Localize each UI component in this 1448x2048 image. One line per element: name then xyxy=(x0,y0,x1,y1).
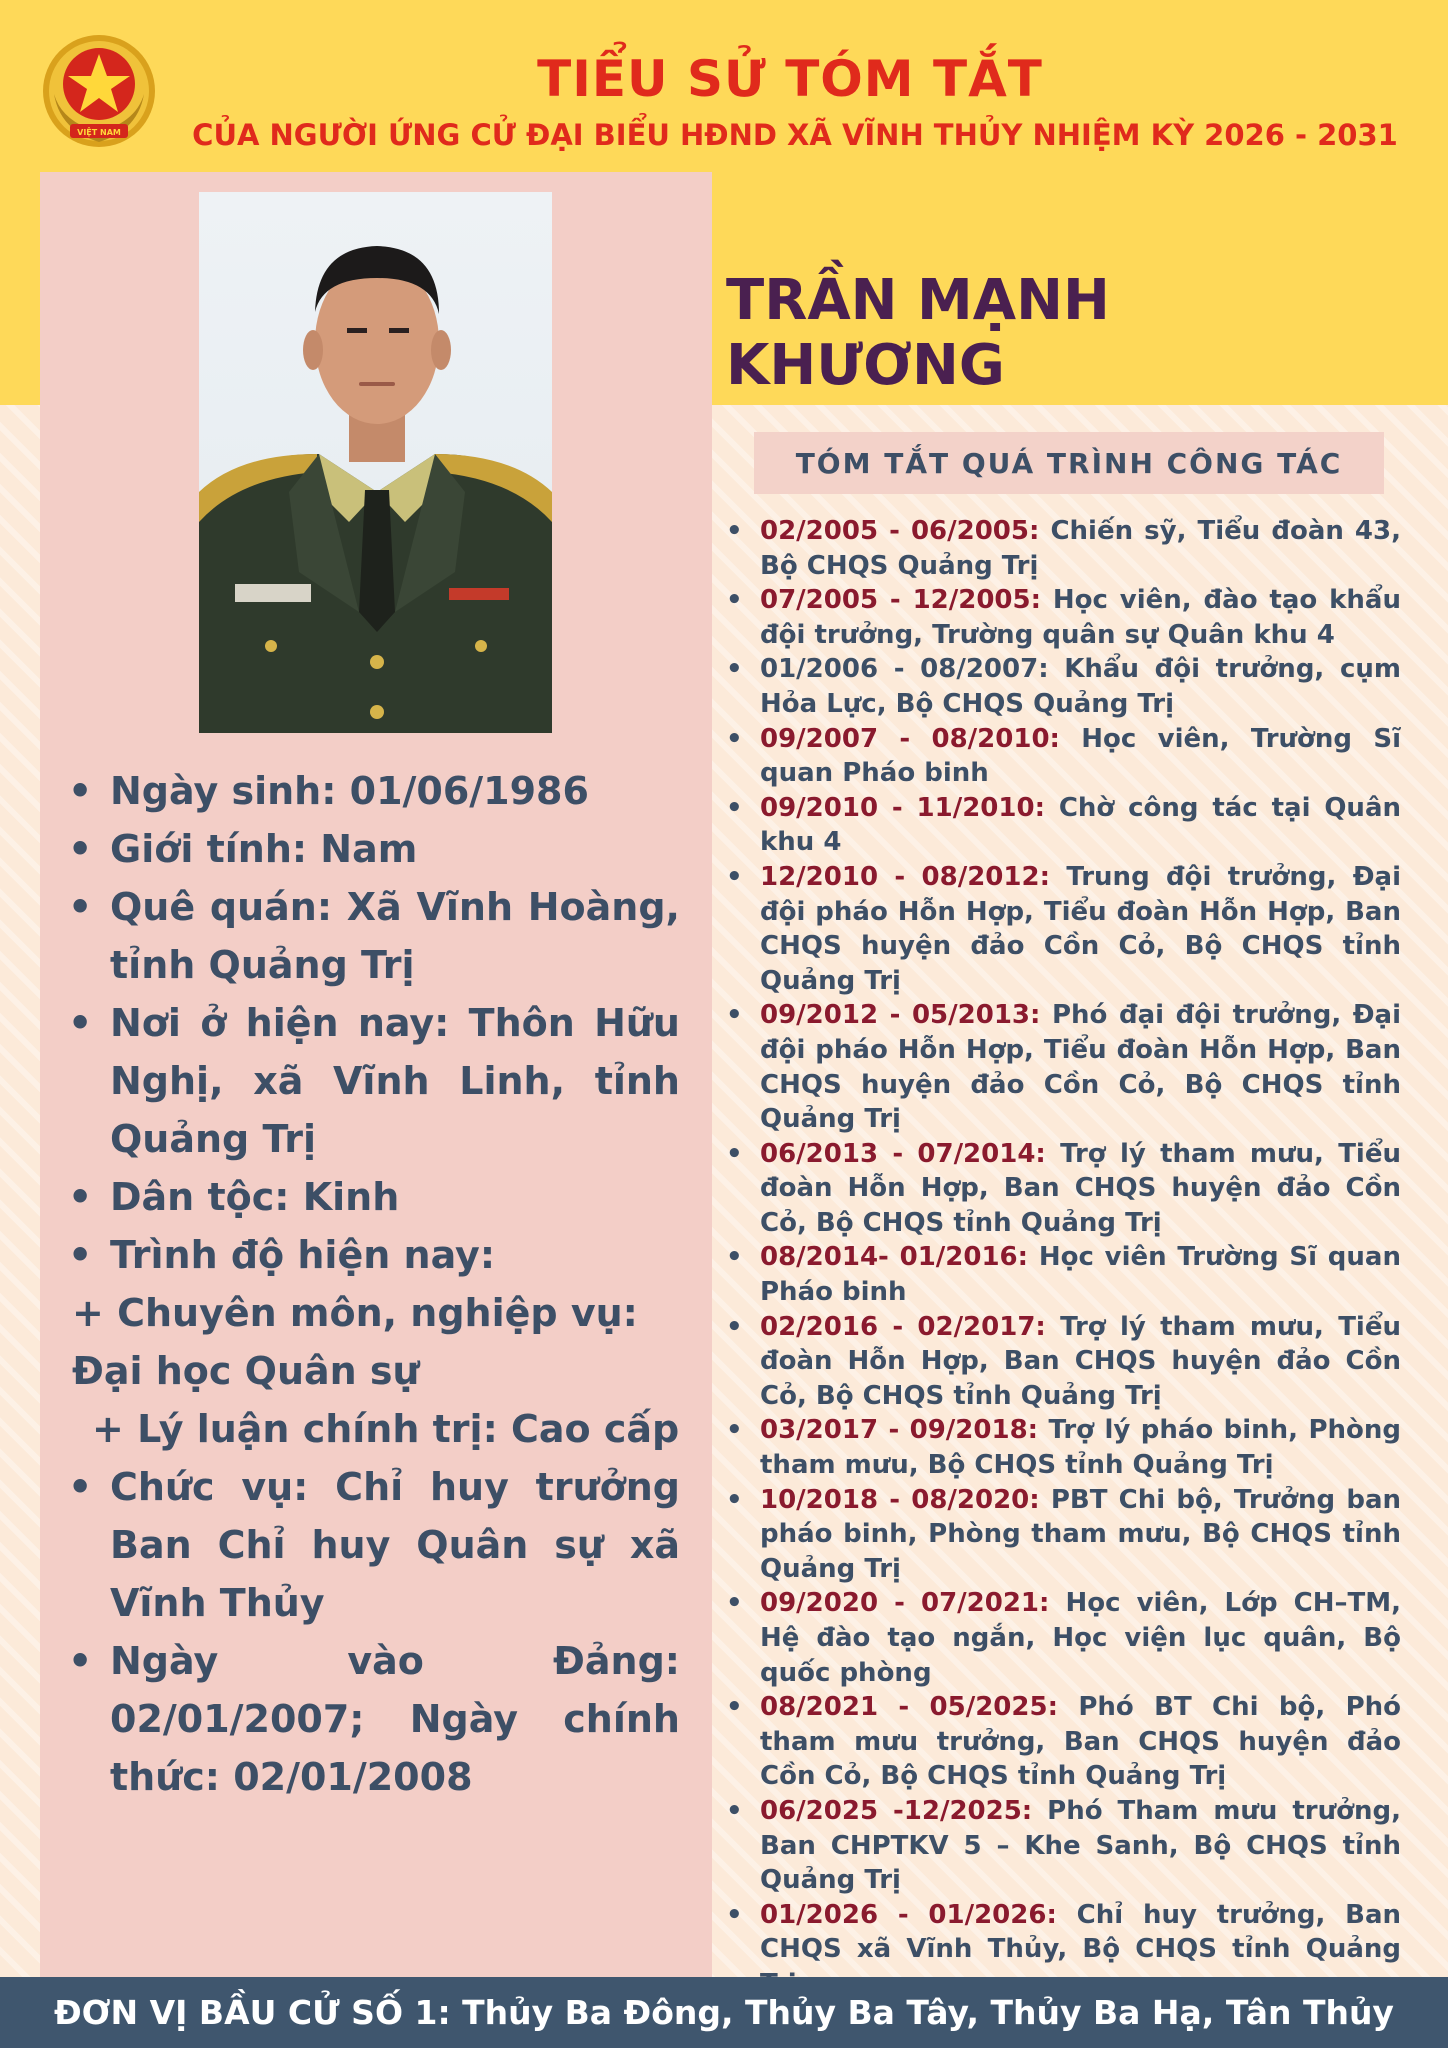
timeline-description: Học viên, đào tạo khẩu đội trưởng, Trường quân sự Quân khu 4 xyxy=(760,585,1401,650)
timeline-description: Chỉ huy trưởng, Ban CHQS xã Vĩnh Thủy, Bộ CHQS tỉnh Quảng xyxy=(760,1899,1401,1965)
party-membership: • Ngày vào Đảng: 02/01/2007; Ngày chính thức: 02/01/2008 xyxy=(40,1632,680,1806)
timeline-period: 09/2007 - 08/2010: xyxy=(760,723,1060,754)
timeline-entry xyxy=(726,1690,1401,1794)
timeline-description: 01/2006 - 08/2007: Khẩu đội trưởng, cụm Hỏa Lực, Bộ CHQS Quảng Trị xyxy=(760,654,1401,719)
work-history-heading: TÓM TẮT QUÁ TRÌNH CÔNG TÁC xyxy=(754,432,1384,494)
hometown: • Quê quán: Xã Vĩnh Hoàng, tỉnh Quảng Trị xyxy=(40,878,680,994)
political-theory: + Lý luận chính trị: Cao cấp xyxy=(92,1407,680,1451)
timeline-period: 08/2021 - 05/2025: xyxy=(760,1692,1058,1723)
timeline-entry xyxy=(726,1137,1401,1241)
page-title: TIỂU SỬ TÓM TẮT xyxy=(537,50,1043,108)
timeline-description: Chờ công tác tại Quân khu 4 xyxy=(760,792,1402,858)
timeline-entry xyxy=(726,1483,1401,1587)
timeline-entry xyxy=(726,652,1401,721)
timeline-period: 09/2012 - 05/2013: xyxy=(760,1000,1041,1031)
timeline-description: Phó đại đội trưởng, Đại đội pháo Hỗn Hợp, Tiểu đoàn Hỗn Hợp, Ban CHQS huyện đảo Cồn Cỏ, Bộ CHQS tỉnh Quảng Trị xyxy=(760,1000,1401,1135)
timeline-period: 09/2020 - 07/2021: xyxy=(760,1588,1050,1619)
timeline-period: 06/2013 - 07/2014: xyxy=(760,1138,1046,1169)
timeline-description: Chiến sỹ, Tiểu đoàn 43, Bộ CHQS Quảng Trị xyxy=(760,516,1401,581)
timeline-description: Trợ lý pháo binh, Phòng tham mưu, Bộ CHQS tỉnh Quảng Trị xyxy=(760,1415,1401,1481)
timeline-entry xyxy=(726,791,1401,860)
timeline-description: Học viên, Lớp CH–TM, Hệ đào tạo ngắn, Học viện lục quân, Bộ quốc phòng xyxy=(760,1588,1401,1688)
timeline-entry xyxy=(726,514,1401,583)
timeline-entry xyxy=(726,998,1401,1136)
education-label: • Trình độ hiện nay: xyxy=(40,1226,680,1284)
timeline-period: 12/2010 - 08/2012: xyxy=(760,861,1050,892)
work-history-list xyxy=(726,514,1401,2002)
personal-info-list xyxy=(40,762,680,1806)
timeline-entry xyxy=(726,1794,1401,1898)
timeline-entry xyxy=(726,1586,1401,1690)
timeline-entry xyxy=(726,722,1401,791)
timeline-period: 10/2018 - 08/2020: xyxy=(760,1484,1040,1515)
timeline-period: 06/2025 -12/2025: xyxy=(760,1795,1033,1826)
timeline-entry xyxy=(726,1240,1401,1309)
timeline-period: 09/2010 - 11/2010: xyxy=(760,792,1045,823)
national-emblem-icon xyxy=(40,32,158,150)
electoral-unit-footer: ĐƠN VỊ BẦU CỬ SỐ 1: Thủy Ba Đông, Thủy Ba Tây, Thủy Ba Hạ, Tân Thủy xyxy=(0,1977,1448,2048)
timeline-description: Học viên Trường Sĩ quan Pháo binh xyxy=(760,1242,1401,1308)
timeline-description: Phó BT Chi bộ, Phó tham mưu trưởng, Ban CHQS huyện đảo Cồn Cỏ, Bộ CHQS tỉnh Quảng Trị xyxy=(760,1692,1402,1792)
timeline-period: 02/2005 - 06/2005: xyxy=(760,516,1040,546)
timeline-period: 02/2016 - 02/2017: xyxy=(760,1311,1046,1342)
timeline-description: Trợ lý tham mưu, Tiểu đoàn Hỗn Hợp, Ban CHQS huyện đảo Cồn Cỏ, Bộ CHQS tỉnh Quảng Trị xyxy=(760,1311,1401,1411)
timeline-entry xyxy=(726,1310,1401,1414)
timeline-description: Trung đội trưởng, Đại đội pháo Hỗn Hợp, Tiểu đoàn Hỗn Hợp, Ban CHQS huyện đảo Cồn Cỏ, Bộ CHQS tỉnh Quảng Trị xyxy=(760,861,1401,996)
timeline-period: 01/2026 - 01/2026: xyxy=(760,1899,1057,1930)
specialty: + Chuyên môn, nghiệp vụ: Đại học Quân sự xyxy=(72,1291,638,1393)
timeline-description: Trợ lý tham mưu, Tiểu đoàn Hỗn Hợp, Ban CHQS huyện đảo Cồn Cỏ, Bộ CHQS tỉnh Quảng Trị xyxy=(760,1138,1401,1238)
timeline-entry xyxy=(726,583,1401,652)
timeline-description: PBT Chi bộ, Trưởng ban pháo binh, Phòng tham mưu, Bộ CHQS tỉnh Quảng Trị xyxy=(760,1484,1401,1584)
timeline-entry xyxy=(726,860,1401,998)
timeline-period: 03/2017 - 09/2018: xyxy=(760,1415,1039,1446)
timeline-entry xyxy=(726,1413,1401,1482)
position: • Chức vụ: Chỉ huy trưởng Ban Chỉ huy Quân sự xã Vĩnh Thủy xyxy=(40,1458,680,1632)
birth-date: • Ngày sinh: 01/06/1986 xyxy=(40,762,680,820)
residence: • Nơi ở hiện nay: Thôn Hữu Nghị, xã Vĩnh Linh, tỉnh Quảng Trị xyxy=(40,994,680,1168)
timeline-description: Phó Tham mưu trưởng, Ban CHPTKV 5 – Khe Sanh, Bộ CHQS tỉnh Quảng Trị xyxy=(760,1795,1401,1896)
ethnicity: • Dân tộc: Kinh xyxy=(40,1168,680,1226)
gender: • Giới tính: Nam xyxy=(40,820,680,878)
timeline-period: 07/2005 - 12/2005: xyxy=(760,585,1042,616)
page-subtitle: CỦA NGƯỜI ỨNG CỬ ĐẠI BIỂU HĐND XÃ VĨNH THỦY NHIỆM KỲ 2026 - 2031 xyxy=(192,118,1398,152)
emblem-text: VIỆT NAM xyxy=(77,128,121,137)
timeline-description: Học viên, Trường Sĩ quan Pháo binh xyxy=(760,723,1401,789)
candidate-name: TRẦN MẠNH KHƯƠNG xyxy=(726,268,1110,398)
candidate-photo xyxy=(199,192,552,733)
timeline-period: 08/2014- 01/2016: xyxy=(760,1242,1029,1273)
